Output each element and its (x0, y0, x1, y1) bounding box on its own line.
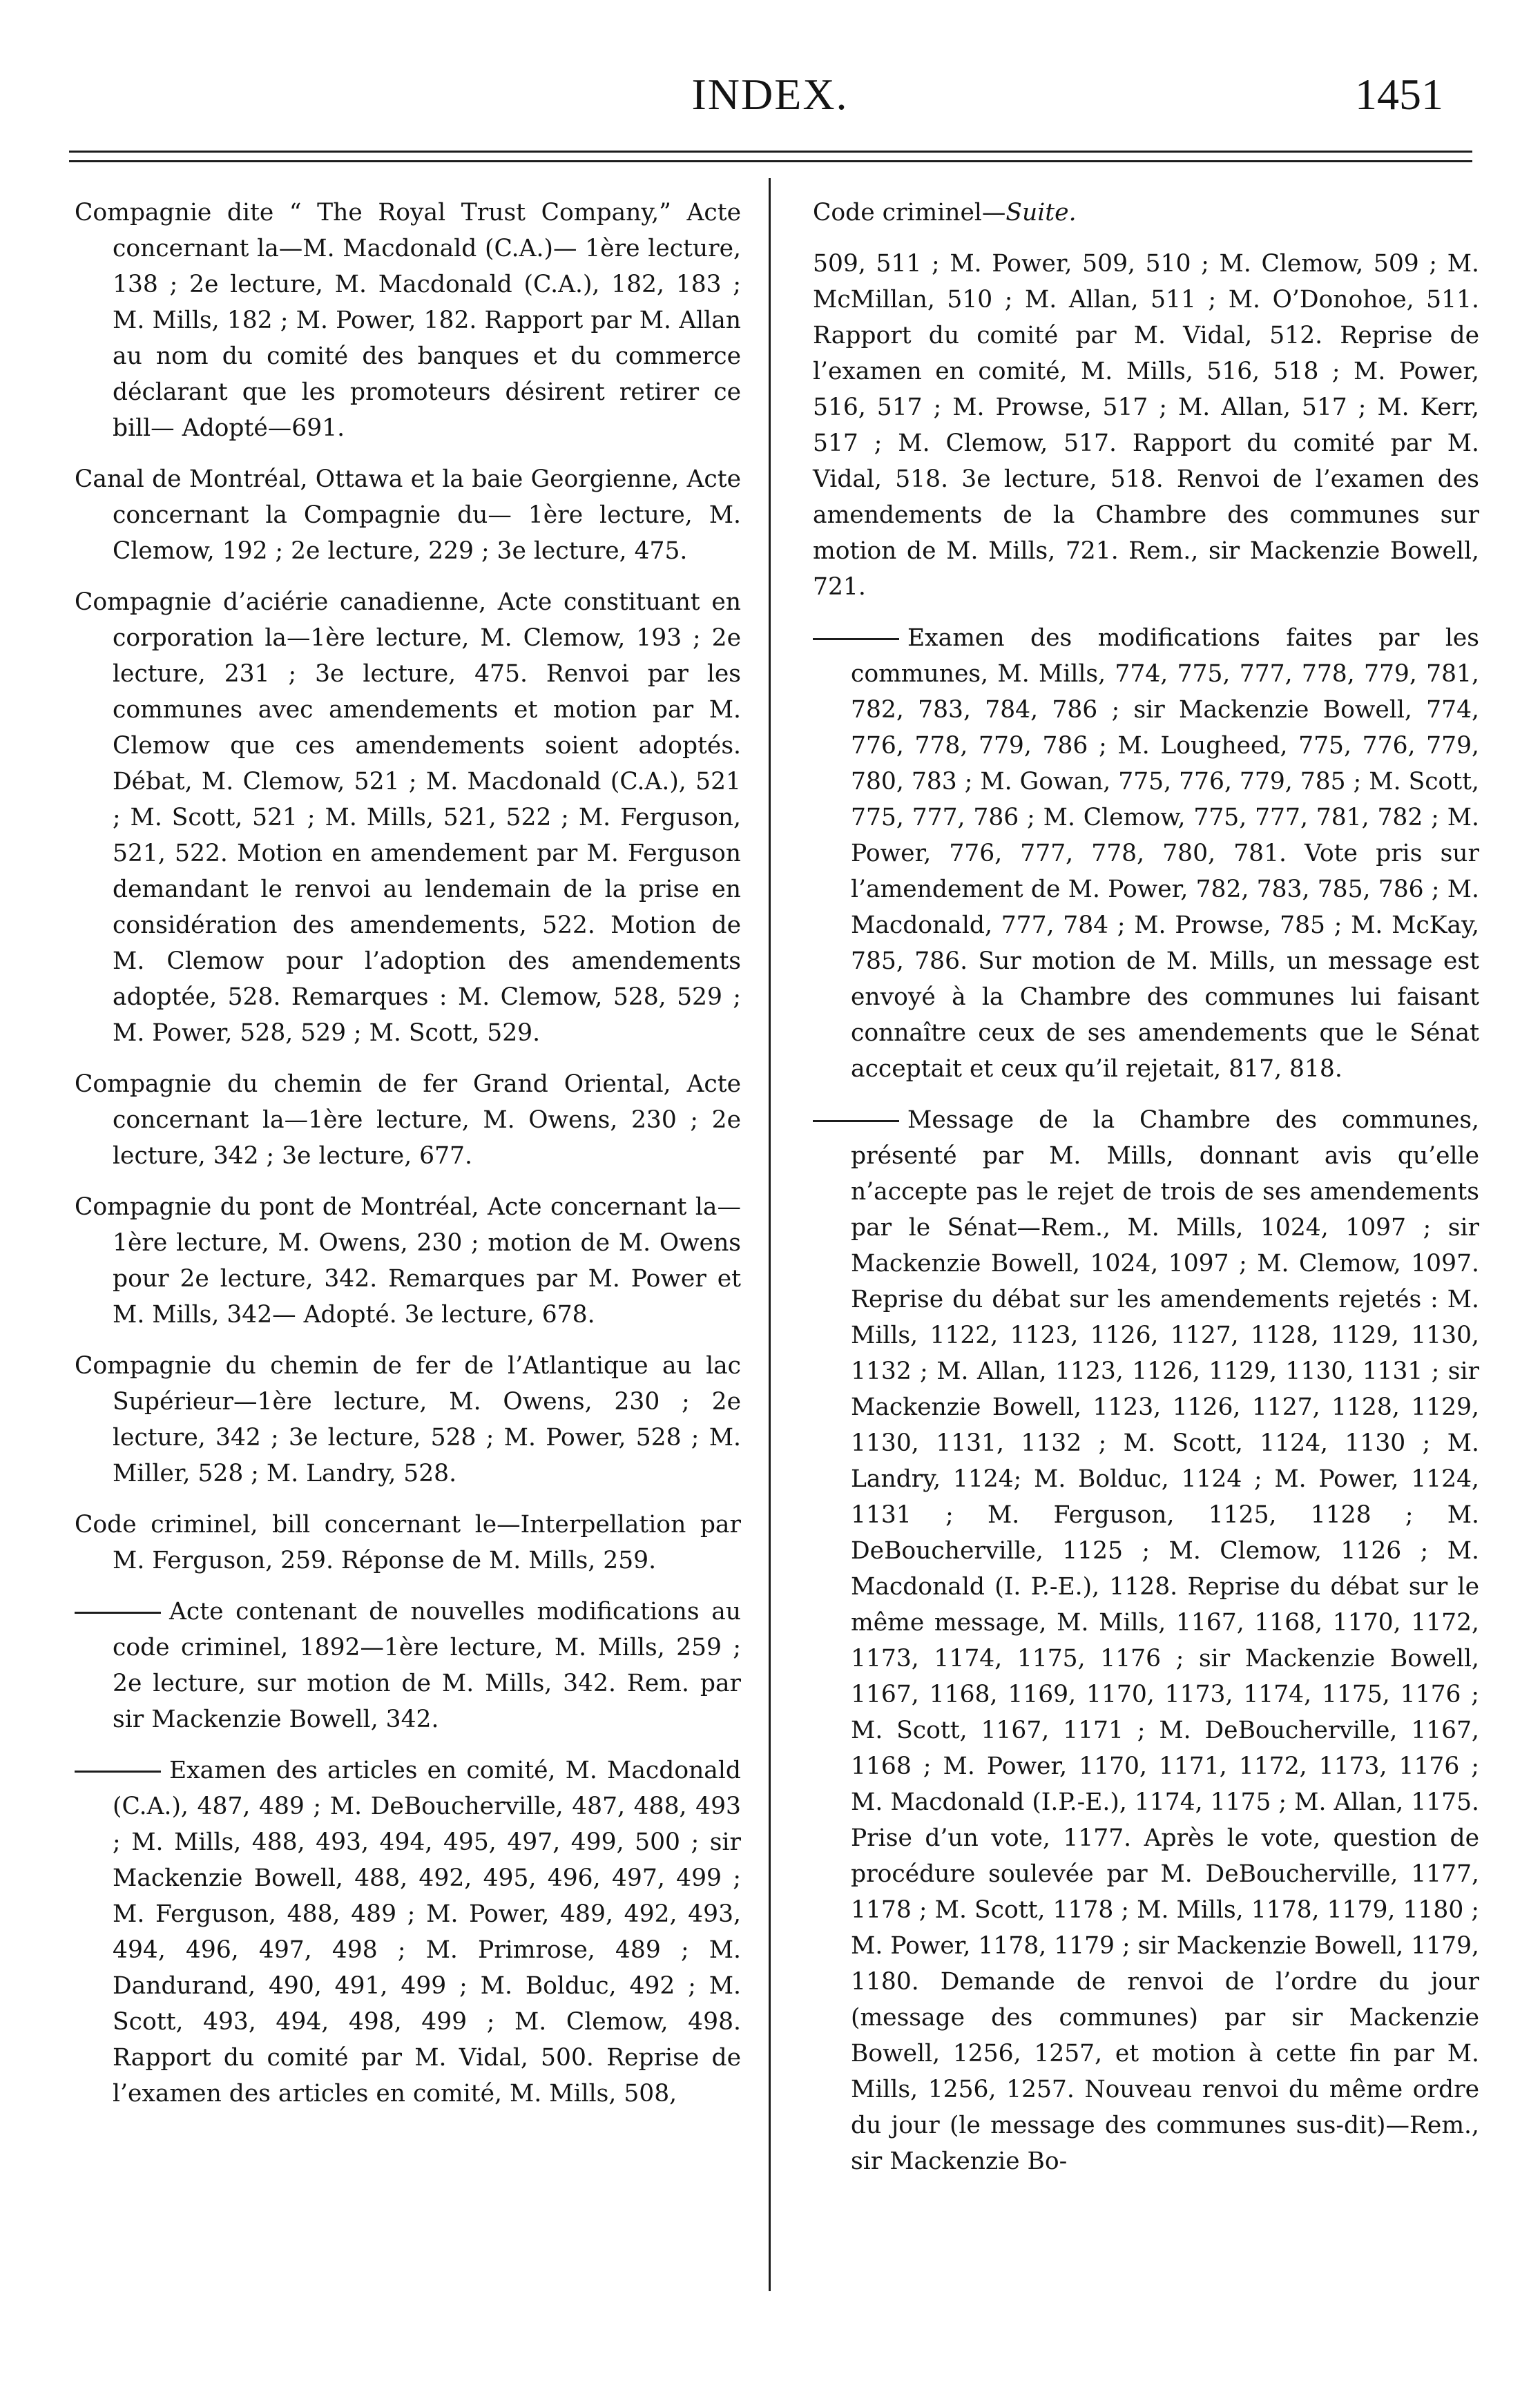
index-entry-text: Code criminel, bill concernant le—Interpellation par M. Ferguson, 259. Réponse de M. Mills, 259. (75, 1511, 741, 1574)
left-column (75, 195, 741, 2127)
index-entry-text: Canal de Montréal, Ottawa et la baie Georgienne, Acte concernant la Compagnie du— 1ère lecture, M. Clemow, 192 ; 2e lecture, 229 ; 3e lecture, 475. (75, 465, 741, 565)
index-entry (813, 246, 1479, 605)
index-entry (813, 620, 1479, 1087)
index-entry (75, 1594, 741, 1737)
index-entry-text: Acte contenant de nouvelles modifications au code criminel, 1892—1ère lecture, M. Mills, 259 ; 2e lecture, sur motion de M. Mills, 342. Rem. par sir Mackenzie Bowell, 342. (113, 1598, 741, 1733)
repeat-dash-rule (75, 1612, 161, 1614)
index-entry (75, 1189, 741, 1333)
index-entry-text: Compagnie du chemin de fer de l’Atlantique au lac Supérieur—1ère lecture, M. Owens, 230 ; 2e lecture, 342 ; 3e lecture, 528 ; M. Power, 528 ; M. Miller, 528 ; M. Landry, 528. (75, 1352, 741, 1487)
index-entry-text: Compagnie du chemin de fer Grand Oriental, Acte concernant la—1ère lecture, M. Owens, 230 ; 2e lecture, 342 ; 3e lecture, 677. (75, 1070, 741, 1170)
index-entry (75, 1507, 741, 1579)
continuation-head-text: Code criminel— (813, 199, 1006, 226)
index-entry (813, 1102, 1479, 2179)
page-number: 1451 (1355, 70, 1443, 119)
index-entry-text: Examen des modifications faites par les communes, M. Mills, 774, 775, 777, 778, 779, 781, 782, 783, 784, 786 ; sir Mackenzie Bowell, 774, 776, 778, 779, 786 ; M. Lougheed, 775, 776, 779, 780, 783 ; M. Gowan, 775, 776, 779, 785 ; M. Scott, 775, 777, 786 ; M. Clemow, 775, 777, 781, 782 ; M. Power, 776, 777, 778, 780, 781. Vote pris sur l’amendement de M. Power, 782, 783, 785, 786 ; M. Macdonald, 777, 784 ; M. Prowse, 785 ; M. McKay, 785, 786. Sur motion de M. Mills, un message est envoyé à la Chambre des communes lui faisant connaître ceux de ses amendements que le Sénat acceptait et ceux qu’il rejetait, 817, 818. (851, 624, 1479, 1083)
page-header-title: INDEX. (691, 70, 849, 119)
index-entry (75, 1348, 741, 1492)
index-entry (75, 195, 741, 446)
index-entry-text: Compagnie dite “ The Royal Trust Company,” Acte concernant la—M. Macdonald (C.A.)— 1ère lecture, 138 ; 2e lecture, M. Macdonald (C.A.), 182, 183 ; M. Mills, 182 ; M. Power, 182. Rapport par M. Allan au nom du comité des banques et du commerce déclarant que les promoteurs désirent retirer ce bill— Adopté—691. (75, 199, 741, 442)
right-column (813, 195, 1479, 2195)
index-entry-text: Examen des articles en comité, M. Macdonald (C.A.), 487, 489 ; M. DeBoucherville, 487, 488, 493 ; M. Mills, 488, 493, 494, 495, 497, 499, 500 ; sir Mackenzie Bowell, 488, 492, 495, 496, 497, 499 ; M. Ferguson, 488, 489 ; M. Power, 489, 492, 493, 494, 496, 497, 498 ; M. Primrose, 489 ; M. Dandurand, 490, 491, 499 ; M. Bolduc, 492 ; M. Scott, 493, 494, 498, 499 ; M. Clemow, 498. Rapport du comité par M. Vidal, 500. Reprise de l’examen des articles en comité, M. Mills, 508, (113, 1757, 741, 2108)
index-entry-text: Compagnie d’aciérie canadienne, Acte constituant en corporation la—1ère lecture, M. Clemow, 193 ; 2e lecture, 231 ; 3e lecture, 475. Renvoi par les communes avec amendements et motion par M. Clemow que ces amendements soient adoptés. Débat, M. Clemow, 521 ; M. Macdonald (C.A.), 521 ; M. Scott, 521 ; M. Mills, 521, 522 ; M. Ferguson, 521, 522. Motion en amendement par M. Ferguson demandant le renvoi au lendemain de la prise en considération des amendements, 522. Motion de M. Clemow pour l’adoption des amendements adoptée, 528. Remarques : M. Clemow, 528, 529 ; M. Power, 528, 529 ; M. Scott, 529. (75, 588, 741, 1047)
index-entry-text: 509, 511 ; M. Power, 509, 510 ; M. Clemow, 509 ; M. McMillan, 510 ; M. Allan, 511 ; M. O’Donohoe, 511. Rapport du comité par M. Vidal, 512. Reprise de l’examen en comité, M. Mills, 516, 518 ; M. Power, 516, 517 ; M. Prowse, 517 ; M. Allan, 517 ; M. Kerr, 517 ; M. Clemow, 517. Rapport du comité par M. Vidal, 518. 3e lecture, 518. Renvoi de l’examen des amendements de la Chambre des communes sur motion de M. Mills, 721. Rem., sir Mackenzie Bowell, 721. (813, 250, 1479, 601)
index-entry (75, 584, 741, 1051)
repeat-dash-rule (813, 1120, 899, 1122)
header-rule-top (69, 151, 1472, 153)
index-entry (75, 461, 741, 569)
index-entry-text: Compagnie du pont de Montréal, Acte concernant la—1ère lecture, M. Owens, 230 ; motion de M. Owens pour 2e lecture, 342. Remarques par M. Power et M. Mills, 342— Adopté. 3e lecture, 678. (75, 1193, 741, 1329)
column-divider (769, 178, 771, 2291)
header-rule-bottom (69, 160, 1472, 162)
repeat-dash-rule (813, 638, 899, 640)
index-entry (75, 1066, 741, 1174)
repeat-dash-rule (75, 1771, 161, 1773)
index-entry (75, 1753, 741, 2112)
index-entry-text: Message de la Chambre des communes, présenté par M. Mills, donnant avis qu’elle n’accepte pas le rejet de trois de ses amendements par le Sénat—Rem., M. Mills, 1024, 1097 ; sir Mackenzie Bowell, 1024, 1097 ; M. Clemow, 1097. Reprise du débat sur les amendements rejetés : M. Mills, 1122, 1123, 1126, 1127, 1128, 1129, 1130, 1132 ; M. Allan, 1123, 1126, 1129, 1130, 1131 ; sir Mackenzie Bowell, 1123, 1126, 1127, 1128, 1129, 1130, 1131, 1132 ; M. Scott, 1124, 1130 ; M. Landry, 1124; M. Bolduc, 1124 ; M. Power, 1124, 1131 ; M. Ferguson, 1125, 1128 ; M. DeBoucherville, 1125 ; M. Clemow, 1126 ; M. Macdonald (I. P.-E.), 1128. Reprise du débat sur le même message, M. Mills, 1167, 1168, 1170, 1172, 1173, 1174, 1175, 1176 ; sir Mackenzie Bowell, 1167, 1168, 1169, 1170, 1173, 1174, 1175, 1176 ; M. Scott, 1167, 1171 ; M. DeBoucherville, 1167, 1168 ; M. Power, 1170, 1171, 1172, 1173, 1176 ; M. Macdonald (I.P.-E.), 1174, 1175 ; M. Allan, 1175. Prise d’un vote, 1177. Après le vote, question de procédure soulevée par M. DeBoucherville, 1177, 1178 ; M. Scott, 1178 ; M. Mills, 1178, 1179, 1180 ; M. Power, 1178, 1179 ; sir Mackenzie Bowell, 1179, 1180. Demande de renvoi de l’ordre du jour (message des communes) par sir Mackenzie Bowell, 1256, 1257, et motion à cette fin par M. Mills, 1256, 1257. Nouveau renvoi du même ordre du jour (le message des communes sus-dit)—Rem., sir Mackenzie Bo- (851, 1106, 1479, 2175)
continuation-heading (813, 195, 1479, 231)
continuation-suite-text: Suite. (1005, 199, 1077, 226)
